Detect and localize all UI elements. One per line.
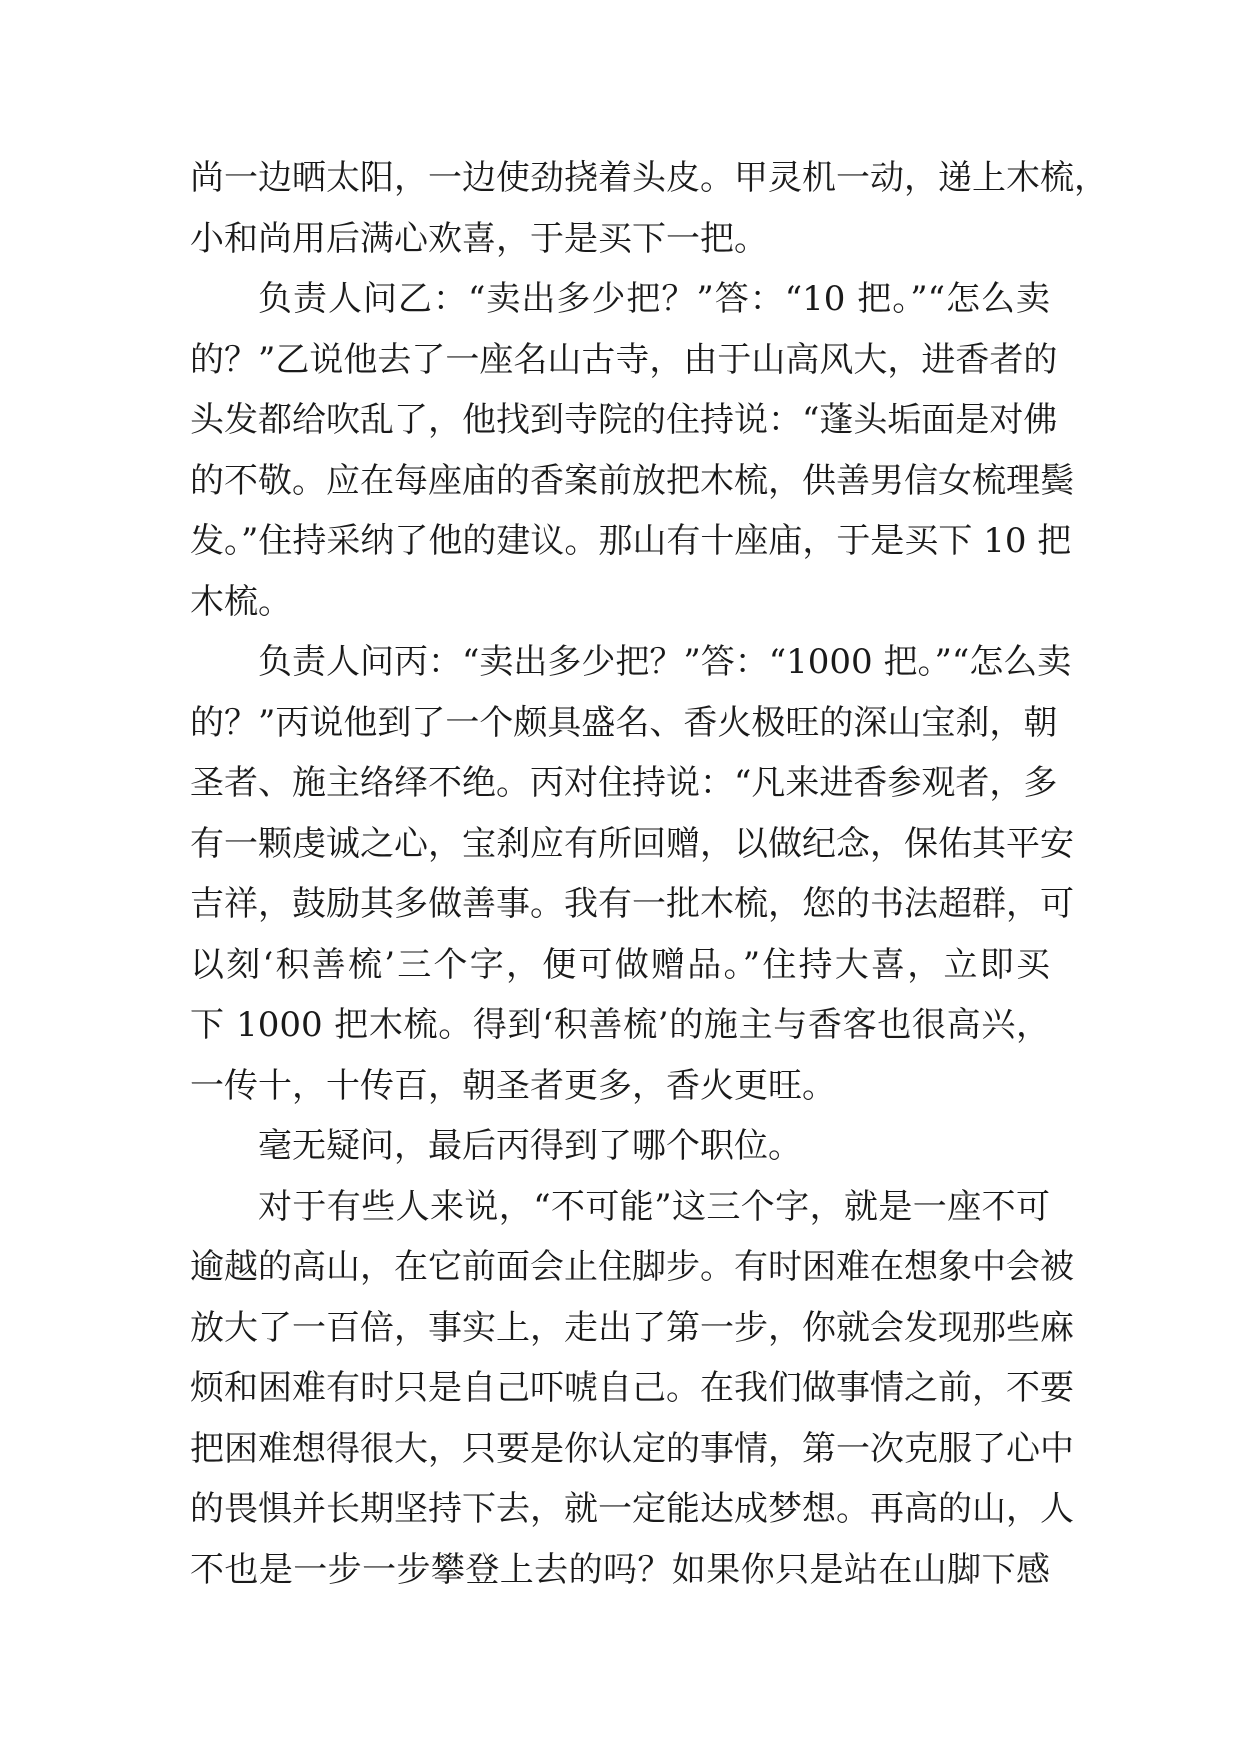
text-line: 对于有些人来说，“不可能”这三个字，就是一座不可 xyxy=(258,1186,1050,1227)
text-line: 的畏惧并长期坚持下去，就一定能达成梦想。再高的山，人 xyxy=(190,1489,1074,1529)
text-line: 吉祥，鼓励其多做善事。我有一批木梳，您的书法超群，可 xyxy=(190,884,1074,924)
text-line: 放大了一百倍，事实上，走出了第一步，你就会发现那些麻 xyxy=(190,1307,1074,1348)
text-line: 的？”丙说他到了一个颇具盛名、香火极旺的深山宝刹，朝 xyxy=(190,702,1058,743)
text-line: 头发都给吹乱了，他找到寺院的住持说：“蓬头垢面是对佛 xyxy=(190,400,1058,440)
text-line: 的不敬。应在每座庙的香案前放把木梳，供善男信女梳理鬓 xyxy=(190,460,1074,501)
text-line: 烦和困难有时只是自己吓唬自己。在我们做事情之前，不要 xyxy=(190,1368,1074,1408)
text-line: 一传十，十传百，朝圣者更多，香火更旺。 xyxy=(190,1065,836,1106)
text-line: 的？”乙说他去了一座名山古寺，由于山高风大，进香者的 xyxy=(190,339,1058,380)
text-line: 小和尚用后满心欢喜，于是买下一把。 xyxy=(190,218,768,259)
body-text xyxy=(190,148,1108,1600)
text-line: 木梳。 xyxy=(190,581,292,622)
text-line: 负责人问乙：“卖出多少把？”答：“10 把。”“怎么卖 xyxy=(258,279,1050,319)
text-line: 尚一边晒太阳，一边使劲挠着头皮。甲灵机一动，递上木梳， xyxy=(190,158,1108,198)
text-line: 把困难想得很大，只要是你认定的事情，第一次克服了心中 xyxy=(190,1428,1074,1469)
text-line: 逾越的高山，在它前面会止住脚步。有时困难在想象中会被 xyxy=(190,1247,1074,1287)
text-line: 不也是一步一步攀登上去的吗？如果你只是站在山脚下感 xyxy=(190,1549,1050,1590)
text-line: 有一颗虔诚之心，宝刹应有所回赠，以做纪念，保佑其平安 xyxy=(190,823,1074,864)
text-line: 圣者、施主络绎不绝。丙对住持说：“凡来进香参观者，多 xyxy=(190,763,1058,803)
text-line: 负责人问丙：“卖出多少把？”答：“1000 把。”“怎么卖 xyxy=(258,642,1072,682)
text-line: 以刻‘积善梳’三个字，便可做赠品。”住持大喜，立即买 xyxy=(190,944,1050,985)
text-line: 下 1000 把木梳。得到‘积善梳’的施主与香客也很高兴， xyxy=(190,1005,1050,1045)
text-line: 毫无疑问，最后丙得到了哪个职位。 xyxy=(258,1126,802,1166)
text-line: 发。”住持采纳了他的建议。那山有十座庙，于是买下 10 把 xyxy=(190,521,1072,561)
